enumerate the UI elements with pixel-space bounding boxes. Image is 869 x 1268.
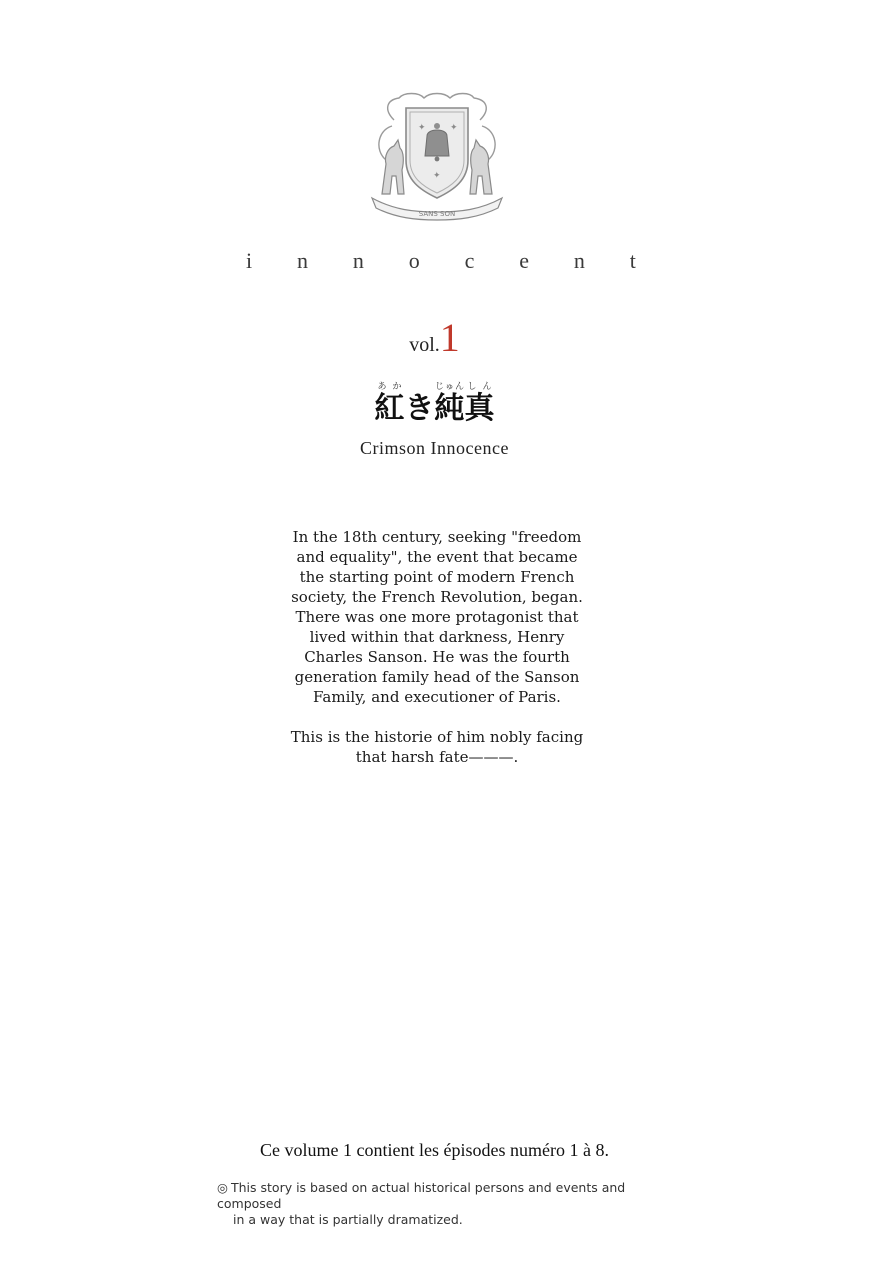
- volume-contents-note: Ce volume 1 contient les épisodes numéro 1 à 8.: [260, 1140, 609, 1160]
- series-title-letter: n: [573, 248, 585, 273]
- title-char: 紅あか: [374, 382, 405, 426]
- series-title: [246, 248, 636, 274]
- title-char: 純じゅん: [434, 382, 465, 426]
- series-title-letter: e: [519, 248, 530, 273]
- series-title-letter: n: [297, 248, 308, 273]
- volume-label: [0, 315, 869, 360]
- bullseye-icon: ◎: [217, 1180, 228, 1195]
- japanese-title: [0, 382, 869, 427]
- synopsis: [287, 527, 587, 787]
- title-furigana: じゅん: [434, 382, 465, 392]
- series-title-letter: n: [352, 248, 364, 273]
- series-title-letter: t: [629, 248, 636, 273]
- title-furigana: しん: [464, 382, 495, 392]
- series-title-letter: i: [246, 248, 253, 273]
- synopsis-paragraph: In the 18th century, seeking "freedom and equality", the event that became the starting point of modern French society, the French Revolution, began. There was one more protagonist that lived within that darkness, Henry Charles Sanson. He was the fourth generation family head of the Sanson Family, and executioner of Paris.: [291, 528, 583, 706]
- series-title-letter: c: [464, 248, 475, 273]
- title-furigana: あか: [374, 382, 405, 392]
- series-title-letter: o: [408, 248, 420, 273]
- svg-text:✦: ✦: [433, 171, 441, 181]
- title-char: き: [404, 391, 435, 426]
- volume-prefix: vol.: [409, 334, 440, 356]
- english-subtitle: Crimson Innocence: [360, 438, 509, 458]
- svg-text:✦: ✦: [450, 123, 458, 133]
- volume-number: 1: [439, 315, 460, 360]
- disclaimer-line: This story is based on actual historical persons and events and composed: [217, 1180, 626, 1211]
- svg-text:✦: ✦: [418, 123, 426, 133]
- synopsis-paragraph: This is the historie of him nobly facing that harsh fate———.: [290, 728, 584, 766]
- title-char: 真しん: [464, 382, 495, 426]
- disclaimer-line: in a way that is partially dramatized.: [233, 1212, 463, 1227]
- disclaimer-note: [217, 1180, 677, 1228]
- sanson-coat-of-arms-emblem: [364, 90, 510, 222]
- crest-banner-text: SANS SON: [418, 210, 456, 218]
